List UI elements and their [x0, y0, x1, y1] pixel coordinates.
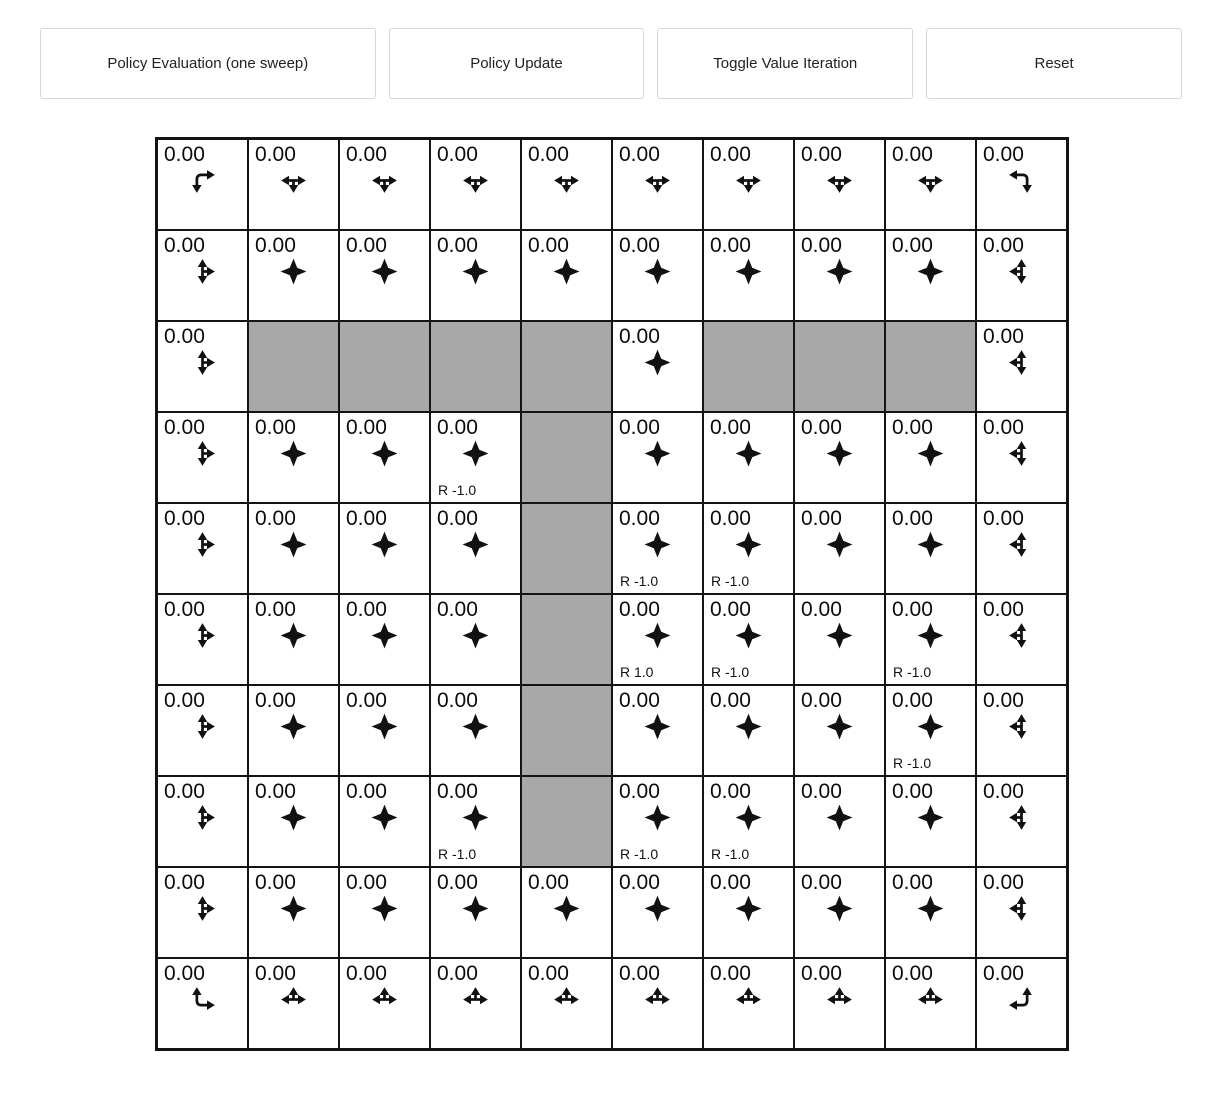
- cell-value: 0.00: [437, 598, 478, 621]
- policy-arrow-icon: [710, 622, 787, 649]
- cell-value: 0.00: [892, 871, 933, 894]
- cell-value: 0.00: [619, 143, 660, 166]
- grid-cell: [795, 504, 884, 593]
- policy-arrow-icon: [255, 713, 332, 740]
- grid-cell: [431, 777, 520, 866]
- grid-cell: [886, 231, 975, 320]
- policy-arrow-icon: [164, 986, 241, 1013]
- grid-cell: [613, 686, 702, 775]
- grid-cell: [704, 504, 793, 593]
- policy-arrow-icon: [892, 713, 969, 740]
- grid-cell: [431, 140, 520, 229]
- cell-value: 0.00: [892, 416, 933, 439]
- cell-value: 0.00: [346, 962, 387, 985]
- grid-cell: [977, 322, 1066, 411]
- cell-value: 0.00: [164, 234, 205, 257]
- policy-arrow-icon: [255, 531, 332, 558]
- grid-cell: [158, 959, 247, 1048]
- grid-cell: [249, 868, 338, 957]
- wall-cell: [522, 686, 611, 775]
- cell-value: 0.00: [892, 143, 933, 166]
- cell-value: 0.00: [255, 780, 296, 803]
- cell-value: 0.00: [892, 689, 933, 712]
- cell-value: 0.00: [346, 234, 387, 257]
- policy-arrow-icon: [528, 258, 605, 285]
- cell-value: 0.00: [983, 598, 1024, 621]
- cell-value: 0.00: [437, 507, 478, 530]
- cell-value: 0.00: [801, 507, 842, 530]
- grid-cell: [249, 140, 338, 229]
- policy-arrow-icon: [255, 258, 332, 285]
- policy-arrow-icon: [437, 167, 514, 194]
- grid-cell: [340, 959, 429, 1048]
- policy-arrow-icon: [164, 622, 241, 649]
- grid-cell: [340, 777, 429, 866]
- cell-value: 0.00: [164, 871, 205, 894]
- policy-arrow-icon: [619, 440, 696, 467]
- grid-cell: [886, 959, 975, 1048]
- grid-cell: [431, 504, 520, 593]
- grid-cell: [977, 413, 1066, 502]
- grid-cell: [613, 504, 702, 593]
- grid-cell: [613, 959, 702, 1048]
- cell-value: 0.00: [528, 143, 569, 166]
- cell-value: 0.00: [346, 416, 387, 439]
- grid-cell: [795, 140, 884, 229]
- cell-value: 0.00: [346, 598, 387, 621]
- grid-cell: [158, 868, 247, 957]
- policy-arrow-icon: [710, 258, 787, 285]
- grid-cell: [340, 504, 429, 593]
- cell-value: 0.00: [255, 416, 296, 439]
- policy-arrow-icon: [892, 531, 969, 558]
- cell-value: 0.00: [619, 871, 660, 894]
- policy-arrow-icon: [801, 258, 878, 285]
- policy-arrow-icon: [892, 622, 969, 649]
- cell-value: 0.00: [164, 325, 205, 348]
- reward-label: R -1.0: [438, 846, 477, 862]
- cell-value: 0.00: [619, 325, 660, 348]
- reward-label: R -1.0: [711, 846, 750, 862]
- grid-cell: [977, 959, 1066, 1048]
- policy-arrow-icon: [892, 895, 969, 922]
- grid-cell: [886, 140, 975, 229]
- grid-cell: [704, 777, 793, 866]
- cell-value: 0.00: [437, 780, 478, 803]
- cell-value: 0.00: [710, 416, 751, 439]
- policy-arrow-icon: [801, 895, 878, 922]
- policy-arrow-icon: [255, 622, 332, 649]
- cell-value: 0.00: [983, 143, 1024, 166]
- grid-cell: [340, 595, 429, 684]
- policy-arrow-icon: [892, 167, 969, 194]
- cell-value: 0.00: [619, 507, 660, 530]
- grid-cell: [977, 868, 1066, 957]
- grid-cell: [522, 140, 611, 229]
- cell-value: 0.00: [983, 234, 1024, 257]
- cell-value: 0.00: [164, 689, 205, 712]
- grid-cell: [704, 868, 793, 957]
- reward-label: R -1.0: [711, 664, 750, 680]
- grid-cell: [613, 413, 702, 502]
- policy-arrow-icon: [983, 895, 1060, 922]
- cell-value: 0.00: [346, 143, 387, 166]
- grid-cell: [613, 322, 702, 411]
- policy-arrow-icon: [346, 258, 423, 285]
- cell-value: 0.00: [710, 234, 751, 257]
- policy-arrow-icon: [437, 531, 514, 558]
- policy-arrow-icon: [437, 258, 514, 285]
- reward-label: R -1.0: [620, 573, 659, 589]
- policy-arrow-icon: [346, 713, 423, 740]
- cell-value: 0.00: [346, 507, 387, 530]
- cell-value: 0.00: [710, 871, 751, 894]
- policy-arrow-icon: [801, 622, 878, 649]
- reward-label: R -1.0: [620, 846, 659, 862]
- grid-cell: [795, 868, 884, 957]
- policy-arrow-icon: [710, 167, 787, 194]
- grid-cell: [522, 231, 611, 320]
- cell-value: 0.00: [619, 234, 660, 257]
- reward-label: R 1.0: [620, 664, 654, 680]
- grid-cell: [613, 777, 702, 866]
- policy-arrow-icon: [164, 167, 241, 194]
- cell-value: 0.00: [619, 416, 660, 439]
- cell-value: 0.00: [437, 871, 478, 894]
- cell-value: 0.00: [801, 234, 842, 257]
- cell-value: 0.00: [164, 962, 205, 985]
- policy-arrow-icon: [892, 986, 969, 1013]
- policy-arrow-icon: [164, 349, 241, 376]
- grid-cell: [522, 868, 611, 957]
- policy-arrow-icon: [619, 895, 696, 922]
- policy-arrow-icon: [983, 349, 1060, 376]
- cell-value: 0.00: [892, 598, 933, 621]
- policy-arrow-icon: [983, 531, 1060, 558]
- grid-cell: [158, 413, 247, 502]
- policy-arrow-icon: [892, 440, 969, 467]
- grid-cell: [158, 595, 247, 684]
- policy-arrow-icon: [437, 804, 514, 831]
- grid-cell: [886, 868, 975, 957]
- policy-arrow-icon: [346, 531, 423, 558]
- grid-cell: [431, 868, 520, 957]
- grid-cell: [886, 595, 975, 684]
- cell-value: 0.00: [346, 689, 387, 712]
- grid-cell: [613, 231, 702, 320]
- cell-value: 0.00: [801, 962, 842, 985]
- cell-value: 0.00: [164, 416, 205, 439]
- grid-cell: [977, 595, 1066, 684]
- grid-cell: [158, 322, 247, 411]
- cell-value: 0.00: [255, 234, 296, 257]
- cell-value: 0.00: [983, 507, 1024, 530]
- cell-value: 0.00: [892, 507, 933, 530]
- wall-cell: [522, 504, 611, 593]
- policy-arrow-icon: [437, 986, 514, 1013]
- grid-cell: [249, 959, 338, 1048]
- wall-cell: [886, 322, 975, 411]
- grid-cell: [613, 868, 702, 957]
- cell-value: 0.00: [710, 689, 751, 712]
- policy-arrow-icon: [437, 713, 514, 740]
- cell-value: 0.00: [255, 143, 296, 166]
- policy-arrow-icon: [710, 895, 787, 922]
- policy-arrow-icon: [983, 167, 1060, 194]
- grid-cell: [158, 504, 247, 593]
- cell-value: 0.00: [164, 143, 205, 166]
- wall-cell: [522, 322, 611, 411]
- policy-arrow-icon: [892, 804, 969, 831]
- grid-cell: [613, 595, 702, 684]
- grid-cell: [249, 231, 338, 320]
- policy-arrow-icon: [437, 895, 514, 922]
- policy-arrow-icon: [164, 440, 241, 467]
- policy-arrow-icon: [801, 986, 878, 1013]
- cell-value: 0.00: [710, 962, 751, 985]
- policy-arrow-icon: [164, 895, 241, 922]
- toolbar: [40, 28, 1182, 99]
- cell-value: 0.00: [801, 598, 842, 621]
- cell-value: 0.00: [164, 507, 205, 530]
- cell-value: 0.00: [164, 780, 205, 803]
- grid-cell: [704, 686, 793, 775]
- cell-value: 0.00: [528, 962, 569, 985]
- cell-value: 0.00: [346, 871, 387, 894]
- grid-cell: [158, 140, 247, 229]
- grid-cell: [886, 777, 975, 866]
- cell-value: 0.00: [437, 689, 478, 712]
- policy-arrow-icon: [164, 713, 241, 740]
- cell-value: 0.00: [892, 962, 933, 985]
- policy-arrow-icon: [346, 622, 423, 649]
- policy-arrow-icon: [164, 258, 241, 285]
- cell-value: 0.00: [164, 598, 205, 621]
- grid-cell: [431, 686, 520, 775]
- reward-label: R -1.0: [711, 573, 750, 589]
- grid-cell: [795, 231, 884, 320]
- cell-value: 0.00: [892, 234, 933, 257]
- policy-arrow-icon: [255, 804, 332, 831]
- cell-value: 0.00: [892, 780, 933, 803]
- grid-cell: [704, 413, 793, 502]
- cell-value: 0.00: [801, 780, 842, 803]
- cell-value: 0.00: [710, 780, 751, 803]
- policy-arrow-icon: [255, 986, 332, 1013]
- policy-arrow-icon: [437, 622, 514, 649]
- grid-cell: [795, 595, 884, 684]
- cell-value: 0.00: [255, 689, 296, 712]
- grid-cell: [340, 231, 429, 320]
- policy-arrow-icon: [255, 167, 332, 194]
- reset-button[interactable]: Reset: [926, 28, 1182, 99]
- cell-value: 0.00: [437, 234, 478, 257]
- policy-arrow-icon: [710, 531, 787, 558]
- grid-cell: [613, 140, 702, 229]
- policy-arrow-icon: [528, 895, 605, 922]
- cell-value: 0.00: [619, 962, 660, 985]
- grid-cell: [977, 686, 1066, 775]
- policy-arrow-icon: [619, 258, 696, 285]
- grid-cell: [249, 413, 338, 502]
- policy-arrow-icon: [619, 713, 696, 740]
- cell-value: 0.00: [710, 598, 751, 621]
- policy-arrow-icon: [801, 531, 878, 558]
- cell-value: 0.00: [437, 416, 478, 439]
- policy-arrow-icon: [346, 804, 423, 831]
- cell-value: 0.00: [619, 689, 660, 712]
- cell-value: 0.00: [801, 689, 842, 712]
- grid-cell: [522, 959, 611, 1048]
- cell-value: 0.00: [801, 871, 842, 894]
- cell-value: 0.00: [619, 598, 660, 621]
- gridworld: [155, 137, 1069, 1051]
- grid-cell: [431, 231, 520, 320]
- policy-update-button[interactable]: Policy Update: [389, 28, 645, 99]
- cell-value: 0.00: [801, 416, 842, 439]
- grid-cell: [795, 413, 884, 502]
- policy-arrow-icon: [346, 895, 423, 922]
- reward-label: R -1.0: [893, 755, 932, 771]
- grid-cell: [795, 686, 884, 775]
- policy-arrow-icon: [528, 986, 605, 1013]
- cell-value: 0.00: [801, 143, 842, 166]
- cell-value: 0.00: [710, 143, 751, 166]
- wall-cell: [704, 322, 793, 411]
- toggle-value-iteration-button[interactable]: Toggle Value Iteration: [657, 28, 913, 99]
- policy-arrow-icon: [983, 804, 1060, 831]
- grid-cell: [431, 959, 520, 1048]
- cell-value: 0.00: [983, 416, 1024, 439]
- grid-cell: [249, 504, 338, 593]
- grid-cell: [158, 777, 247, 866]
- grid-cell: [886, 413, 975, 502]
- policy-arrow-icon: [801, 713, 878, 740]
- grid-cell: [249, 595, 338, 684]
- policy-arrow-icon: [164, 804, 241, 831]
- policy-arrow-icon: [892, 258, 969, 285]
- policy-arrow-icon: [710, 804, 787, 831]
- wall-cell: [522, 413, 611, 502]
- policy-arrow-icon: [346, 440, 423, 467]
- policy-arrow-icon: [801, 167, 878, 194]
- policy-arrow-icon: [619, 622, 696, 649]
- policy-evaluation-button[interactable]: Policy Evaluation (one sweep): [40, 28, 376, 99]
- grid-cell: [158, 686, 247, 775]
- grid-cell: [795, 959, 884, 1048]
- policy-arrow-icon: [619, 986, 696, 1013]
- cell-value: 0.00: [710, 507, 751, 530]
- grid-cell: [795, 777, 884, 866]
- grid-cell: [977, 777, 1066, 866]
- grid-cell: [431, 595, 520, 684]
- grid-cell: [340, 140, 429, 229]
- reward-label: R -1.0: [893, 664, 932, 680]
- policy-arrow-icon: [801, 440, 878, 467]
- grid-cell: [340, 413, 429, 502]
- cell-value: 0.00: [983, 689, 1024, 712]
- reward-label: R -1.0: [438, 482, 477, 498]
- policy-arrow-icon: [619, 167, 696, 194]
- policy-arrow-icon: [983, 622, 1060, 649]
- wall-cell: [340, 322, 429, 411]
- grid-cell: [886, 686, 975, 775]
- policy-arrow-icon: [255, 895, 332, 922]
- cell-value: 0.00: [528, 871, 569, 894]
- grid-cell: [704, 595, 793, 684]
- policy-arrow-icon: [619, 804, 696, 831]
- policy-arrow-icon: [255, 440, 332, 467]
- cell-value: 0.00: [983, 780, 1024, 803]
- cell-value: 0.00: [619, 780, 660, 803]
- policy-arrow-icon: [619, 349, 696, 376]
- cell-value: 0.00: [437, 143, 478, 166]
- policy-arrow-icon: [983, 440, 1060, 467]
- policy-arrow-icon: [983, 713, 1060, 740]
- policy-arrow-icon: [437, 440, 514, 467]
- policy-arrow-icon: [619, 531, 696, 558]
- grid-cell: [977, 140, 1066, 229]
- wall-cell: [795, 322, 884, 411]
- cell-value: 0.00: [983, 325, 1024, 348]
- grid-cell: [977, 231, 1066, 320]
- wall-cell: [522, 595, 611, 684]
- wall-cell: [522, 777, 611, 866]
- cell-value: 0.00: [528, 234, 569, 257]
- policy-arrow-icon: [528, 167, 605, 194]
- grid-cell: [249, 686, 338, 775]
- grid-cell: [977, 504, 1066, 593]
- policy-arrow-icon: [710, 986, 787, 1013]
- cell-value: 0.00: [983, 962, 1024, 985]
- policy-arrow-icon: [164, 531, 241, 558]
- policy-arrow-icon: [983, 258, 1060, 285]
- policy-arrow-icon: [346, 986, 423, 1013]
- cell-value: 0.00: [437, 962, 478, 985]
- grid-cell: [249, 777, 338, 866]
- policy-arrow-icon: [801, 804, 878, 831]
- grid-cell: [158, 231, 247, 320]
- policy-arrow-icon: [983, 986, 1060, 1013]
- cell-value: 0.00: [346, 780, 387, 803]
- grid-cell: [704, 959, 793, 1048]
- grid-cell: [431, 413, 520, 502]
- grid-cell: [340, 686, 429, 775]
- cell-value: 0.00: [255, 871, 296, 894]
- grid-cell: [704, 231, 793, 320]
- wall-cell: [249, 322, 338, 411]
- grid-cell: [704, 140, 793, 229]
- cell-value: 0.00: [255, 598, 296, 621]
- policy-arrow-icon: [710, 440, 787, 467]
- cell-value: 0.00: [983, 871, 1024, 894]
- cell-value: 0.00: [255, 962, 296, 985]
- policy-arrow-icon: [710, 713, 787, 740]
- grid-cell: [886, 504, 975, 593]
- policy-arrow-icon: [346, 167, 423, 194]
- grid-cell: [340, 868, 429, 957]
- cell-value: 0.00: [255, 507, 296, 530]
- wall-cell: [431, 322, 520, 411]
